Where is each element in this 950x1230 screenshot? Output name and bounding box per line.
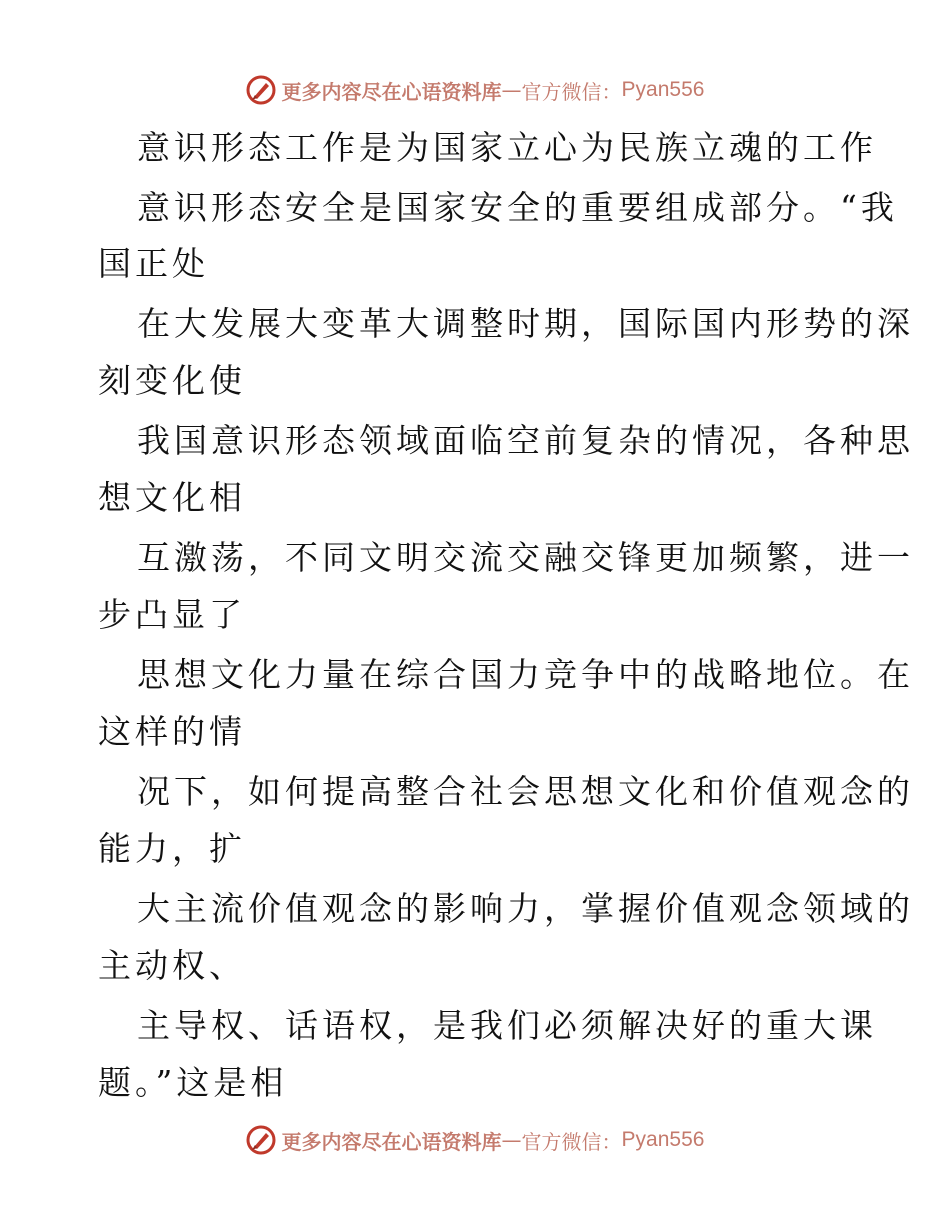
text-line: 国正处 <box>98 244 209 283</box>
text-line: 互激荡，不同文明交流交融交锋更加频繁，进一 <box>137 538 914 577</box>
text-line: 大主流价值观念的影响力，掌握价值观念领域的 <box>137 889 914 928</box>
pen-nib-logo-icon <box>246 75 276 105</box>
text-line: 想文化相 <box>98 478 246 517</box>
text-line: 在大发展大变革大调整时期，国际国内形势的深 <box>137 304 914 343</box>
banner-text: 更多内容尽在心语资料库 <box>281 1129 502 1154</box>
text-line: 主动权、 <box>98 946 246 985</box>
banner-text: 更多内容尽在心语资料库 <box>281 79 502 104</box>
header-watermark-banner <box>0 70 950 110</box>
footer-watermark-banner <box>0 1120 950 1160</box>
banner-separator: — <box>501 78 522 102</box>
text-line: 意识形态安全是国家安全的重要组成部分。“我 <box>137 188 898 227</box>
text-line: 这样的情 <box>98 712 246 751</box>
text-line: 刻变化使 <box>98 361 246 400</box>
banner-wechat-id: Pyan556 <box>621 78 705 101</box>
text-line: 况下，如何提高整合社会思想文化和价值观念的 <box>137 772 914 811</box>
text-line: 主导权、话语权，是我们必须解决好的重大课 <box>137 1006 877 1045</box>
text-line: 我国意识形态领域面临空前复杂的情况，各种思 <box>137 421 914 460</box>
text-line: 步凸显了 <box>98 595 246 634</box>
banner-wechat-label: 官方微信： <box>521 79 622 104</box>
text-line: 思想文化力量在综合国力竞争中的战略地位。在 <box>137 655 914 694</box>
banner-wechat-id: Pyan556 <box>621 1128 705 1151</box>
text-line: 题。”这是相 <box>98 1063 288 1102</box>
banner-wechat-label: 官方微信： <box>521 1129 622 1154</box>
document-title: 意识形态工作是为国家立心为民族立魂的工作 <box>137 128 877 167</box>
pen-nib-logo-icon <box>246 1125 276 1155</box>
text-line: 能力，扩 <box>98 829 246 868</box>
banner-separator: — <box>501 1128 522 1152</box>
